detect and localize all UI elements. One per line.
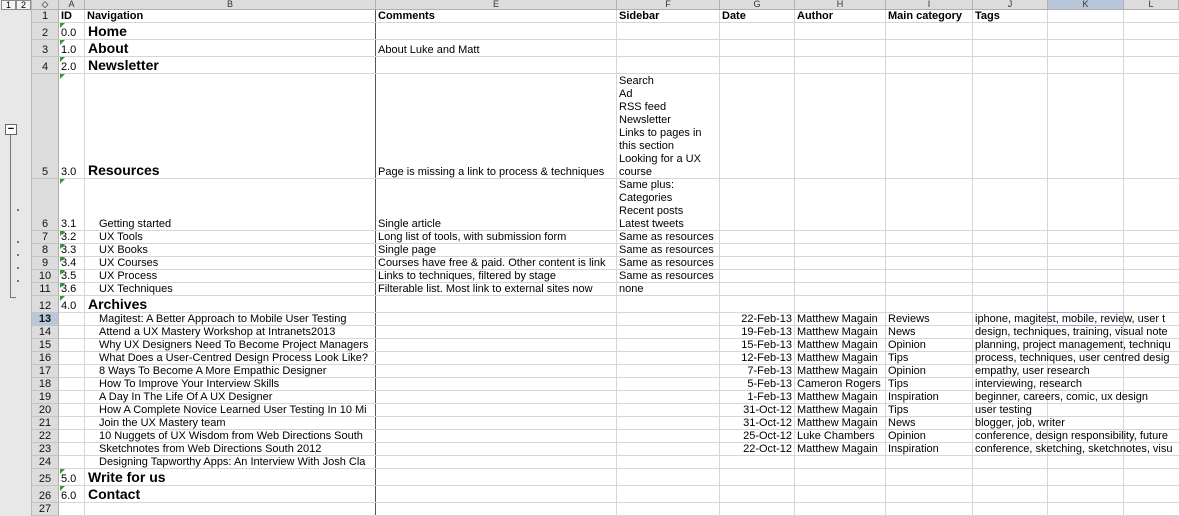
row-header-24[interactable]: 24 bbox=[32, 456, 59, 469]
header-id: ID bbox=[61, 10, 72, 22]
category-cell[interactable]: Tips bbox=[888, 404, 909, 416]
id-cell[interactable]: 3.4 bbox=[61, 257, 77, 269]
tags-cell[interactable]: interviewing, research bbox=[975, 378, 1082, 390]
comment-marker bbox=[60, 296, 65, 301]
author-cell[interactable]: Matthew Magain bbox=[797, 339, 878, 351]
comment-cell[interactable]: Long list of tools, with submission form bbox=[378, 231, 567, 243]
id-cell[interactable]: 3.5 bbox=[61, 270, 77, 282]
category-cell[interactable]: Reviews bbox=[888, 313, 930, 325]
date-cell[interactable]: 31-Oct-12 bbox=[743, 417, 792, 429]
header-tags: Tags bbox=[975, 10, 1000, 22]
column-header-a[interactable]: A bbox=[59, 0, 85, 10]
nav-section[interactable]: Archives bbox=[88, 296, 148, 312]
row-header-5[interactable]: 5 bbox=[32, 74, 59, 179]
outline-bracket bbox=[10, 135, 11, 298]
row-header-26[interactable]: 26 bbox=[32, 486, 59, 503]
date-cell[interactable]: 22-Feb-13 bbox=[741, 313, 792, 325]
category-cell[interactable]: Tips bbox=[888, 352, 909, 364]
id-cell[interactable]: 5.0 bbox=[61, 473, 77, 485]
row-header-25[interactable]: 25 bbox=[32, 469, 59, 486]
nav-page[interactable]: A Day In The Life Of A UX Designer bbox=[99, 391, 273, 403]
comment-cell[interactable]: Links to techniques, filtered by stage bbox=[378, 270, 556, 282]
column-header-h[interactable]: H bbox=[795, 0, 886, 10]
column-header-j[interactable]: J bbox=[973, 0, 1048, 10]
date-cell[interactable]: 12-Feb-13 bbox=[741, 352, 792, 364]
sidebar-line: Same as resources bbox=[619, 257, 714, 269]
outline-gutter bbox=[0, 0, 32, 516]
tags-cell[interactable]: design, techniques, training, visual note bbox=[975, 326, 1168, 338]
nav-page[interactable]: 10 Nuggets of UX Wisdom from Web Directions South bbox=[99, 430, 363, 442]
author-cell[interactable]: Matthew Magain bbox=[797, 443, 878, 455]
category-cell[interactable]: News bbox=[888, 417, 916, 429]
comment-marker bbox=[60, 40, 65, 45]
sidebar-cell[interactable] bbox=[617, 75, 720, 179]
category-cell[interactable]: Inspiration bbox=[888, 391, 939, 403]
date-cell[interactable]: 5-Feb-13 bbox=[747, 378, 792, 390]
nav-page[interactable]: UX Process bbox=[99, 270, 158, 282]
date-cell[interactable]: 31-Oct-12 bbox=[743, 404, 792, 416]
nav-page[interactable]: Sketchnotes from Web Directions South 2012 bbox=[99, 443, 322, 455]
nav-page[interactable]: Why UX Designers Need To Become Project Managers bbox=[99, 339, 369, 351]
row-header-10[interactable]: 10 bbox=[32, 270, 59, 283]
comment-marker bbox=[60, 23, 65, 28]
row-header-18[interactable]: 18 bbox=[32, 378, 59, 391]
tags-cell[interactable]: planning, project management, techniqu bbox=[975, 339, 1171, 351]
date-cell[interactable]: 25-Oct-12 bbox=[743, 430, 792, 442]
nav-page[interactable]: Attend a UX Mastery Workshop at Intranets2013 bbox=[99, 326, 336, 338]
nav-page[interactable]: Designing Tapworthy Apps: An Interview With Josh Cla bbox=[99, 456, 366, 468]
tags-cell[interactable]: beginner, careers, comic, ux design bbox=[975, 391, 1149, 403]
sidebar-line: Looking for a UX bbox=[619, 153, 701, 165]
sidebar-line: RSS feed bbox=[619, 101, 667, 113]
sidebar-line: Ad bbox=[619, 88, 633, 100]
nav-page[interactable]: UX Tools bbox=[99, 231, 143, 243]
column-header-i[interactable]: I bbox=[886, 0, 973, 10]
sidebar-line: Same plus: bbox=[619, 179, 675, 191]
category-cell[interactable]: Opinion bbox=[888, 339, 926, 351]
row-header-23[interactable]: 23 bbox=[32, 443, 59, 456]
author-cell[interactable]: Matthew Magain bbox=[797, 352, 878, 364]
sidebar-line: none bbox=[619, 283, 644, 295]
column-header-b[interactable]: B bbox=[85, 0, 376, 10]
nav-page[interactable]: 8 Ways To Become A More Empathic Designer bbox=[99, 365, 327, 377]
row-header-22[interactable]: 22 bbox=[32, 430, 59, 443]
nav-page[interactable]: Join the UX Mastery team bbox=[99, 417, 226, 429]
nav-page[interactable]: How A Complete Novice Learned User Testing In 10 Mi bbox=[99, 404, 367, 416]
sidebar-line: this section bbox=[619, 140, 675, 152]
author-cell[interactable]: Matthew Magain bbox=[797, 417, 878, 429]
id-cell[interactable]: 6.0 bbox=[61, 490, 77, 502]
id-cell[interactable]: 0.0 bbox=[61, 27, 77, 39]
outline-dot bbox=[17, 267, 19, 269]
sidebar-cell[interactable] bbox=[617, 231, 720, 244]
sidebar-line: Latest tweets bbox=[619, 218, 684, 230]
outline-level-1-button[interactable]: 1 bbox=[1, 0, 16, 10]
outline-bracket-end bbox=[10, 297, 16, 298]
row-header-20[interactable]: 20 bbox=[32, 404, 59, 417]
date-cell[interactable]: 15-Feb-13 bbox=[741, 339, 792, 351]
nav-page[interactable]: What Does a User-Centred Design Process Look Like? bbox=[99, 352, 369, 364]
outline-level-2-button[interactable]: 2 bbox=[16, 0, 31, 10]
comment-cell[interactable]: Filterable list. Most link to external sites now bbox=[378, 283, 593, 295]
sidebar-line: Same as resources bbox=[619, 231, 714, 243]
id-cell[interactable]: 2.0 bbox=[61, 61, 77, 73]
sidebar-cell[interactable] bbox=[617, 179, 720, 231]
nav-page[interactable]: UX Courses bbox=[99, 257, 159, 269]
comment-marker bbox=[60, 57, 65, 62]
comment-cell[interactable]: Courses have free & paid. Other content is link bbox=[378, 257, 606, 269]
outline-dot bbox=[17, 241, 19, 243]
category-cell[interactable]: Opinion bbox=[888, 365, 926, 377]
row-header-15[interactable]: 15 bbox=[32, 339, 59, 352]
comment-cell[interactable]: Single article bbox=[378, 218, 441, 230]
sidebar-line: Search bbox=[619, 75, 654, 87]
tags-cell[interactable]: empathy, user research bbox=[975, 365, 1090, 377]
comment-cell[interactable]: About Luke and Matt bbox=[378, 44, 480, 56]
author-cell[interactable]: Matthew Magain bbox=[797, 391, 878, 403]
sidebar-line: Newsletter bbox=[619, 114, 671, 126]
sidebar-cell[interactable] bbox=[617, 244, 720, 257]
tags-cell[interactable]: user testing bbox=[975, 404, 1032, 416]
author-cell[interactable]: Cameron Rogers bbox=[797, 378, 881, 390]
row-header-27[interactable]: 27 bbox=[32, 503, 59, 516]
nav-section[interactable]: Newsletter bbox=[88, 57, 159, 73]
row-header-16[interactable]: 16 bbox=[32, 352, 59, 365]
column-header-g[interactable]: G bbox=[720, 0, 795, 10]
outline-dot bbox=[17, 254, 19, 256]
date-cell[interactable]: 7-Feb-13 bbox=[747, 365, 792, 377]
column-header-f[interactable]: F bbox=[617, 0, 720, 10]
column-header-e[interactable]: E bbox=[376, 0, 617, 10]
nav-page[interactable]: Getting started bbox=[99, 218, 172, 230]
sidebar-line: Same as resources bbox=[619, 270, 714, 282]
row-header-11[interactable]: 11 bbox=[32, 283, 59, 296]
outline-collapse-button[interactable]: − bbox=[5, 124, 17, 135]
sidebar-line: course bbox=[619, 166, 653, 178]
row-header-7[interactable]: 7 bbox=[32, 231, 59, 244]
comment-marker bbox=[60, 179, 65, 184]
nav-section[interactable]: Resources bbox=[88, 162, 160, 178]
row-header-6[interactable]: 6 bbox=[32, 179, 59, 231]
header-author: Author bbox=[797, 10, 834, 22]
id-cell[interactable]: 3.1 bbox=[61, 218, 77, 230]
header-sidebar: Sidebar bbox=[619, 10, 660, 22]
row-header-13[interactable]: 13 bbox=[32, 313, 59, 326]
comment-marker bbox=[60, 283, 65, 288]
sidebar-line: Same as resources bbox=[619, 244, 714, 256]
tags-cell[interactable]: conference, design responsibility, future bbox=[975, 430, 1169, 442]
nav-page[interactable]: Magitest: A Better Approach to Mobile User Testing bbox=[99, 313, 347, 325]
nav-page[interactable]: UX Books bbox=[99, 244, 148, 256]
header-category: Main category bbox=[888, 10, 962, 22]
comment-marker bbox=[60, 74, 65, 79]
row-header-3[interactable]: 3 bbox=[32, 40, 59, 57]
header-navigation: Navigation bbox=[87, 10, 144, 22]
nav-section[interactable]: Contact bbox=[88, 486, 141, 502]
active-cell-k13[interactable] bbox=[1047, 312, 1124, 326]
comment-marker bbox=[60, 257, 65, 262]
sidebar-line: Recent posts bbox=[619, 205, 684, 217]
sidebar-cell[interactable] bbox=[617, 283, 720, 296]
tags-cell[interactable]: conference, sketching, sketchnotes, visu bbox=[975, 443, 1173, 455]
comment-marker bbox=[60, 469, 65, 474]
date-cell[interactable]: 1-Feb-13 bbox=[747, 391, 792, 403]
column-header-l[interactable]: L bbox=[1124, 0, 1179, 10]
sidebar-cell[interactable] bbox=[617, 270, 720, 283]
id-cell[interactable]: 3.3 bbox=[61, 244, 77, 256]
outline-dot bbox=[17, 280, 19, 282]
comment-marker bbox=[60, 270, 65, 275]
nav-page[interactable]: UX Techniques bbox=[99, 283, 173, 295]
nav-section[interactable]: About bbox=[88, 40, 129, 56]
tags-cell[interactable]: blogger, job, writer bbox=[975, 417, 1065, 429]
id-cell[interactable]: 1.0 bbox=[61, 44, 77, 56]
author-cell[interactable]: Matthew Magain bbox=[797, 365, 878, 377]
row-header-17[interactable]: 17 bbox=[32, 365, 59, 378]
id-cell[interactable]: 4.0 bbox=[61, 300, 77, 312]
author-cell[interactable]: Matthew Magain bbox=[797, 404, 878, 416]
id-cell[interactable]: 3.6 bbox=[61, 283, 77, 295]
header-date: Date bbox=[722, 10, 746, 22]
date-cell[interactable]: 22-Oct-12 bbox=[743, 443, 792, 455]
comment-marker bbox=[60, 231, 65, 236]
row-header-21[interactable]: 21 bbox=[32, 417, 59, 430]
author-cell[interactable]: Matthew Magain bbox=[797, 326, 878, 338]
outline-dot bbox=[17, 209, 19, 211]
nav-page[interactable]: How To Improve Your Interview Skills bbox=[99, 378, 280, 390]
sidebar-line: Categories bbox=[619, 192, 673, 204]
row-header-4[interactable]: 4 bbox=[32, 57, 59, 74]
id-cell[interactable]: 3.0 bbox=[61, 166, 77, 178]
row-header-8[interactable]: 8 bbox=[32, 244, 59, 257]
sidebar-cell[interactable] bbox=[617, 257, 720, 270]
row-header-2[interactable]: 2 bbox=[32, 23, 59, 40]
category-cell[interactable]: Tips bbox=[888, 378, 909, 390]
comment-marker bbox=[60, 244, 65, 249]
row-header-19[interactable]: 19 bbox=[32, 391, 59, 404]
author-cell[interactable]: Luke Chambers bbox=[797, 430, 875, 442]
date-cell[interactable]: 19-Feb-13 bbox=[741, 326, 792, 338]
comment-cell[interactable]: Single page bbox=[378, 244, 437, 256]
row-header-14[interactable]: 14 bbox=[32, 326, 59, 339]
category-cell[interactable]: Opinion bbox=[888, 430, 926, 442]
id-cell[interactable]: 3.2 bbox=[61, 231, 77, 243]
category-cell[interactable]: Inspiration bbox=[888, 443, 939, 455]
select-all-corner[interactable]: ◇ bbox=[32, 0, 59, 10]
comment-marker bbox=[60, 486, 65, 491]
nav-section[interactable]: Write for us bbox=[88, 469, 166, 485]
tags-cell[interactable]: process, techniques, user centred desig bbox=[975, 352, 1170, 364]
row-header-12[interactable]: 12 bbox=[32, 296, 59, 313]
sidebar-line: Links to pages in bbox=[619, 127, 702, 139]
column-header-k[interactable]: K bbox=[1048, 0, 1124, 10]
category-cell[interactable]: News bbox=[888, 326, 916, 338]
tags-cell[interactable]: iphone, magitest, mobile, review, user t bbox=[975, 313, 1166, 325]
nav-section[interactable]: Home bbox=[88, 23, 127, 39]
row-header-9[interactable]: 9 bbox=[32, 257, 59, 270]
author-cell[interactable]: Matthew Magain bbox=[797, 313, 878, 325]
row-header-1[interactable]: 1 bbox=[32, 10, 59, 23]
comment-cell[interactable]: Page is missing a link to process & techniques bbox=[378, 166, 605, 178]
header-comments: Comments bbox=[378, 10, 435, 22]
